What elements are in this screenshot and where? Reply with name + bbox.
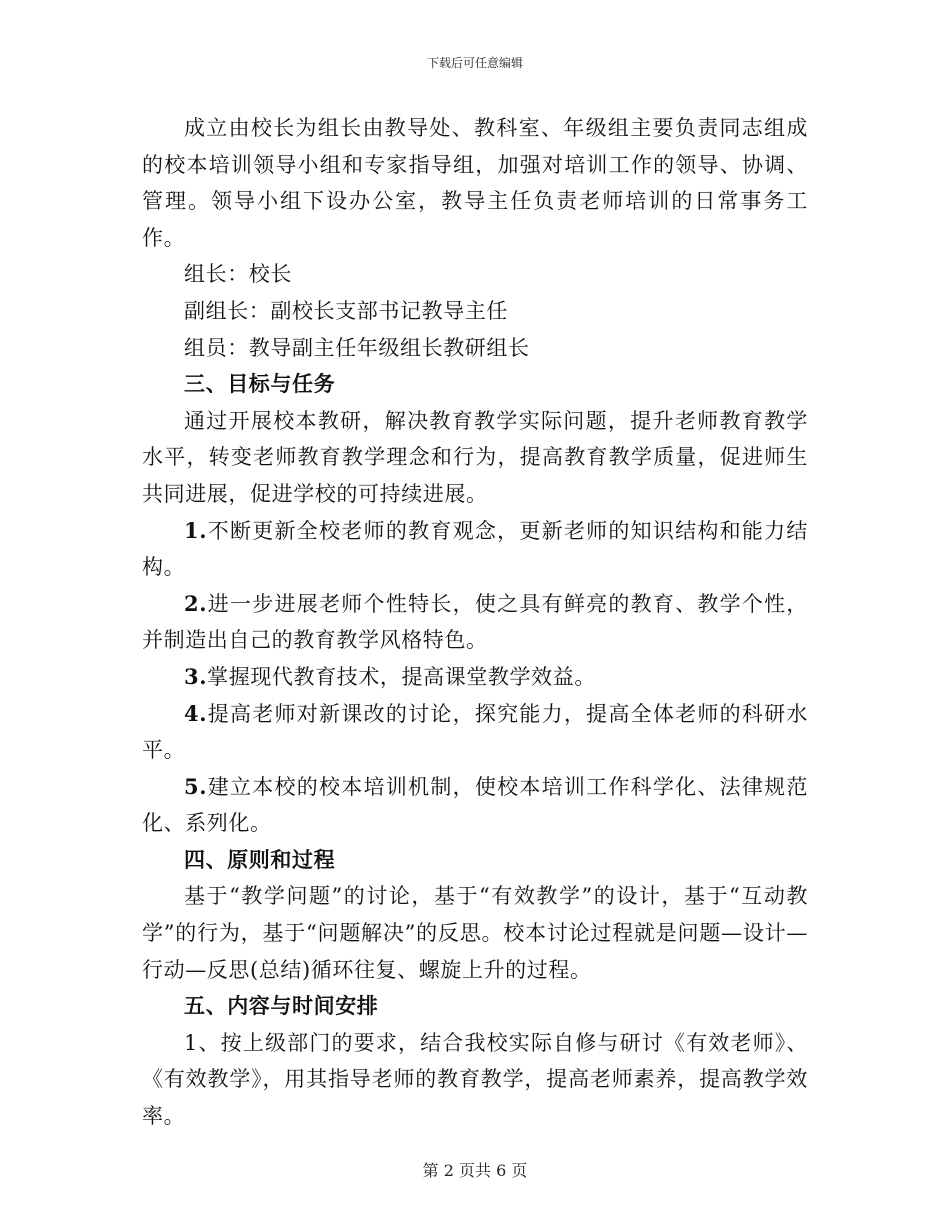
goal-item-number: 1. (184, 517, 208, 543)
page-footer: 第 2 页共 6 页 (422, 1161, 528, 1180)
goal-item-2 (142, 586, 808, 659)
schedule-paragraph: 1、按上级部门的要求，结合我校实际自修与研讨《有效老师》、《有效教学》，用其指导老师的教育教学，提高老师素养，提高教学效率。 (142, 1030, 808, 1129)
section-heading-principles: 四、原则和过程 (184, 846, 336, 872)
section-heading-goals: 三、目标与任务 (184, 371, 336, 397)
goals-intro: 通过开展校本教研，解决教育教学实际问题，提升老师教育教学水平，转变老师教育教学理念和行为，提高教育教学质量，促进师生共同进展，促进学校的可持续进展。 (142, 408, 808, 506)
goal-item-1 (142, 513, 808, 586)
goal-item-number: 2. (184, 590, 208, 616)
document-body (142, 110, 808, 1135)
goal-item-number: 4. (184, 700, 208, 726)
goal-item-4 (142, 696, 808, 769)
members-line: 组员：教导副主任年级组长教研组长 (184, 335, 530, 360)
goal-item-text: 掌握现代教育技术，提高课堂教学效益。 (207, 664, 596, 689)
section-heading-schedule: 五、内容与时间安排 (184, 993, 379, 1019)
team-leader-line: 组长：校长 (184, 262, 292, 287)
page-header: 下载后可任意编辑 (426, 56, 523, 70)
deputy-leader-line: 副组长：副校长支部书记教导主任 (184, 298, 508, 323)
principles-paragraph: 基于“教学问题”的讨论，基于“有效教学”的设计，基于“互动教学”的行为，基于“问题解决”的反思。校本讨论过程就是问题—设计—行动—反思(总结)循环往复、螺旋上升的过程。 (142, 884, 808, 982)
goal-item-5 (142, 769, 808, 842)
leadership-paragraph: 成立由校长为组长由教导处、教科室、年级组主要负责同志组成的校本培训领导小组和专家指导组，加强对培训工作的领导、协调、管理。领导小组下设办公室，教导主任负责老师培训的日常事务工作。 (142, 116, 808, 250)
goal-item-text: 不断更新全校老师的教育观念，更新老师的知识结构和能力结构。 (142, 518, 808, 580)
goal-item-3 (142, 659, 808, 696)
goal-item-number: 3. (184, 663, 208, 689)
goal-item-text: 进一步进展老师个性特长，使之具有鲜亮的教育、教学个性，并制造出自己的教育教学风格特色。 (142, 591, 808, 653)
goal-item-text: 提高老师对新课改的讨论，探究能力，提高全体老师的科研水平。 (142, 701, 808, 763)
goal-item-text: 建立本校的校本培训机制，使校本培训工作科学化、法律规范化、系列化。 (142, 774, 808, 836)
goal-item-number: 5. (184, 773, 208, 799)
